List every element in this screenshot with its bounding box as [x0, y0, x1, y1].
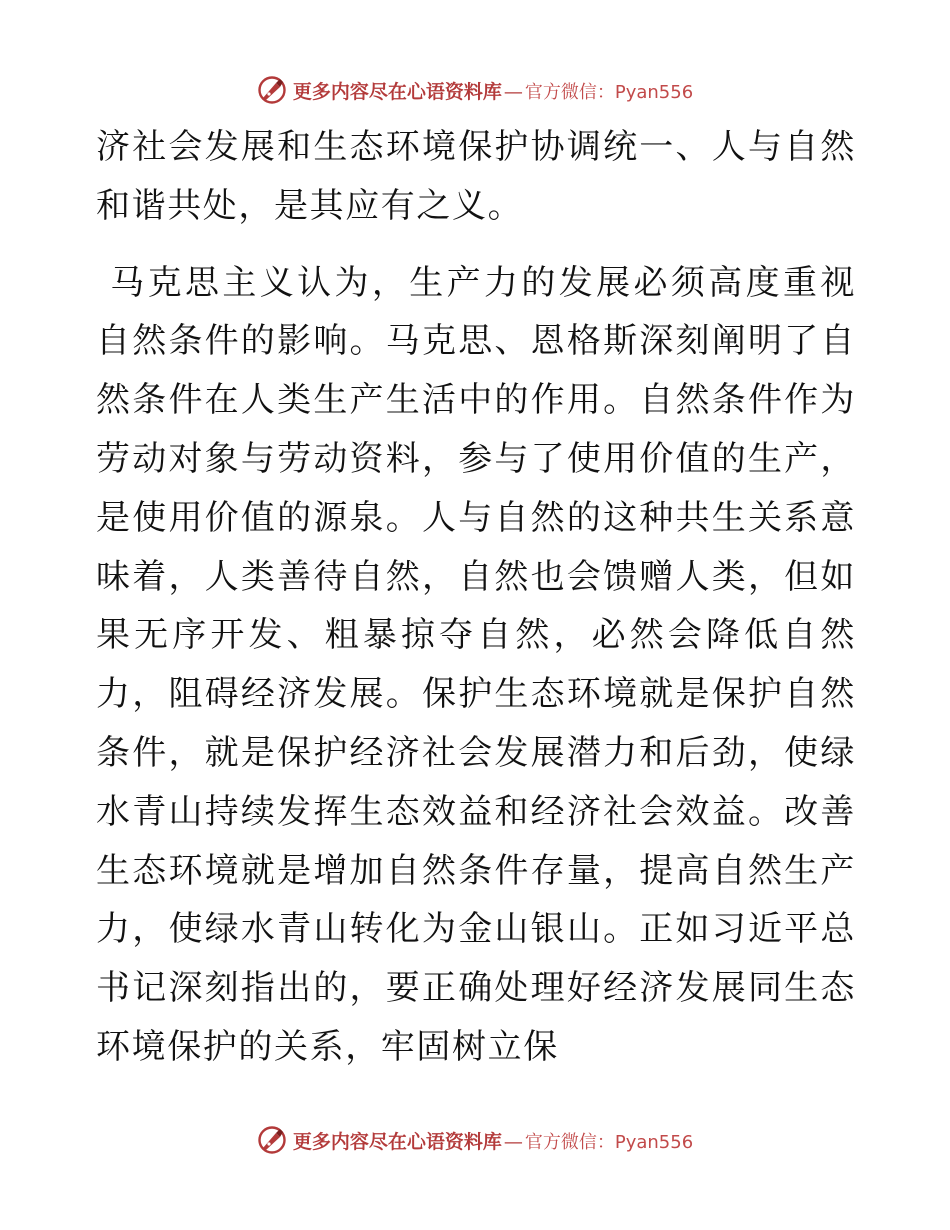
footer-banner-wechat: 官方微信：Pyan556	[524, 1131, 694, 1153]
footer-banner-text	[293, 1127, 693, 1154]
paragraph-continuation: 济社会发展和生态环境保护协调统一、人与自然和谐共处，是其应有之义。	[96, 127, 856, 226]
footer-banner-separator: —	[503, 1130, 523, 1153]
header-banner-text	[293, 77, 693, 104]
header-banner-main-text: 更多内容尽在心语资料库	[292, 80, 502, 103]
header-banner-wechat: 官方微信：Pyan556	[524, 81, 694, 103]
footer-banner	[0, 1120, 950, 1160]
header-banner	[0, 70, 950, 110]
pen-nib-logo-icon	[257, 1125, 287, 1155]
paragraph-marxism: 马克思主义认为，生产力的发展必须高度重视自然条件的影响。马克思、恩格斯深刻阐明了自然条件在人类生产生活中的作用。自然条件作为劳动对象与劳动资料，参与了使用价值的生产，是使用价值的源泉。人与自然的这种共生关系意味着，人类善待自然，自然也会馈赠人类，但如果无序开发、粗暴掠夺自然，必然会降低自然力，阻碍经济发展。保护生态环境就是保护自然条件，就是保护经济社会发展潜力和后劲，使绿水青山持续发挥生态效益和经济社会效益。改善生态环境就是增加自然条件存量，提高自然生产力，使绿水青山转化为金山银山。正如习近平总书记深刻指出的，要正确处理好经济发展同生态环境保护的关系，牢固树立保	[96, 262, 856, 1067]
document-body	[96, 118, 856, 1077]
pen-nib-logo-icon	[257, 75, 287, 105]
footer-banner-main-text: 更多内容尽在心语资料库	[292, 1130, 502, 1153]
header-banner-separator: —	[503, 80, 523, 103]
